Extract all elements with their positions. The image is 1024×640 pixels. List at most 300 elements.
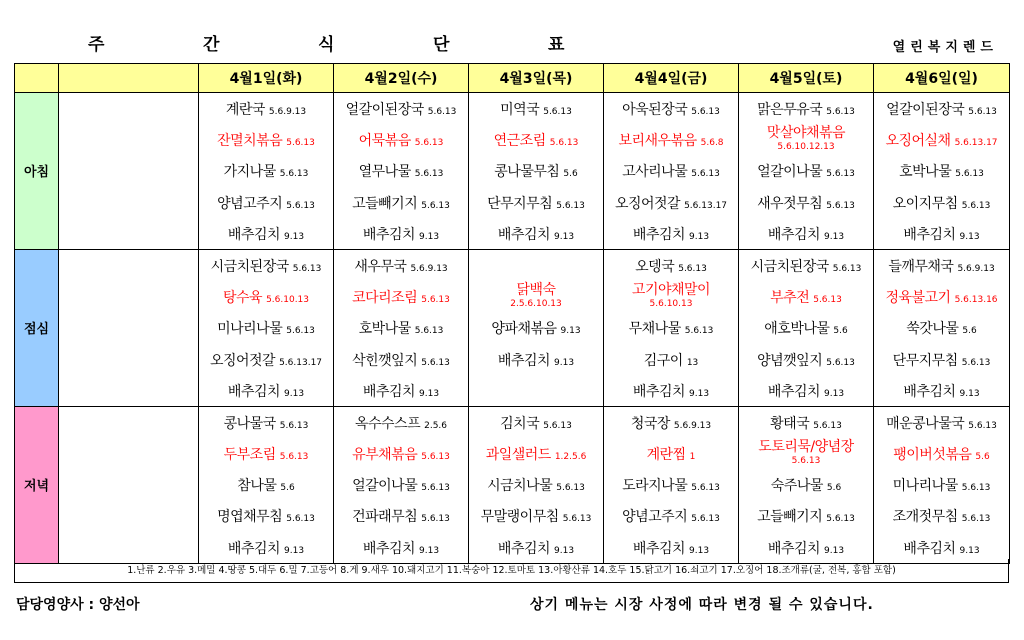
dish-name: 배추김치 (767, 540, 821, 557)
day-menu-cell (739, 249, 874, 406)
allergen-codes: 5.6.13 (968, 420, 997, 431)
menu-item (199, 124, 333, 155)
menu-item (874, 500, 1009, 531)
allergen-codes: 5.6.13 (543, 420, 572, 431)
menu-item (334, 250, 468, 281)
day-menu-cell (874, 406, 1010, 563)
dish-name: 양념깻잎지 (757, 352, 823, 369)
day-menu-cell (604, 93, 739, 250)
menu-item (604, 281, 738, 312)
allergen-codes: 5.6 (563, 169, 578, 180)
menu-item (334, 281, 468, 312)
dish-name: 애호박나물 (764, 321, 830, 338)
meal-label: 점심 (15, 249, 59, 406)
dish-name: 유부채볶음 (352, 447, 418, 464)
dietitian-label: 담당영양사 : 양선아 (16, 597, 140, 613)
day-menu-cell (469, 93, 604, 250)
menu-item (469, 218, 603, 249)
day-menu-cell (469, 249, 604, 406)
dish-name: 어묵볶음 (358, 133, 411, 150)
allergen-codes: 2.5.6 (424, 420, 448, 431)
allergen-codes: 5.6.13 (286, 200, 315, 211)
allergen-codes: 5.6.13 (562, 514, 592, 525)
dish-name: 숙주나물 (770, 478, 823, 495)
menu-item (604, 250, 738, 281)
dish-name: 황태국 (770, 415, 810, 432)
dish-name: 계란찜 (646, 447, 686, 464)
menu-item (739, 93, 873, 124)
day-header: 4월1일(화) (199, 64, 334, 93)
menu-item (739, 375, 873, 406)
allergen-codes: 5.6.13 (421, 200, 450, 211)
menu-item (739, 344, 873, 375)
menu-item (604, 155, 738, 186)
allergen-codes: 5.6 (975, 452, 990, 463)
allergen-codes: 2.5.6.10.13 (510, 299, 562, 310)
allergen-codes: 5.6.13 (414, 138, 444, 149)
dish-name: 양념고주지 (217, 195, 283, 212)
menu-item (739, 469, 873, 500)
weekly-menu-table (14, 63, 1010, 564)
allergen-codes: 5.6.13 (286, 514, 315, 525)
menu-item (739, 438, 873, 469)
allergen-codes: 9.13 (284, 231, 305, 242)
allergen-codes: 5.6.13 (427, 107, 457, 117)
day-menu-cell (199, 249, 334, 406)
allergen-codes: 5.6.13 (286, 326, 315, 337)
dish-name: 오징어젓갈 (614, 195, 681, 212)
dish-name: 고들빼기지 (757, 509, 823, 526)
dish-name: 배추김치 (903, 226, 956, 243)
dish-name: 배추김치 (497, 352, 551, 369)
allergen-codes: 5.6.9.13 (957, 263, 995, 274)
allergen-codes: 5.6.13 (421, 357, 450, 368)
allergen-codes: 5.6.13 (678, 263, 707, 274)
dish-name: 배추김치 (632, 383, 686, 400)
allergen-codes: 5.6 (280, 483, 295, 494)
allergen-codes: 5.6.13 (421, 483, 450, 494)
menu-item (469, 344, 603, 375)
allergen-codes: 5.6.13 (549, 138, 579, 149)
allergen-codes: 5.6.13 (826, 200, 855, 211)
allergen-codes: 9.13 (554, 545, 575, 556)
allergen-codes: 5.6.13 (826, 357, 855, 368)
allergen-codes: 5.6.13 (279, 169, 309, 180)
allergen-codes: 5.6.13 (691, 169, 720, 180)
allergen-codes: 5.6.13 (961, 483, 991, 494)
allergen-codes: 5.6.13 (826, 169, 855, 180)
dish-name: 김치국 (500, 415, 540, 432)
dish-name: 배추김치 (362, 226, 416, 243)
dish-name: 도라지나물 (622, 478, 688, 495)
allergen-codes: 5.6.13 (691, 483, 720, 494)
page-title (0, 30, 1024, 60)
allergen-codes: 5.6.13 (691, 514, 720, 525)
blank-cell (59, 249, 199, 406)
dish-name: 김구이 (643, 352, 683, 369)
menu-item (469, 500, 603, 531)
dish-name: 고들빼기지 (352, 195, 418, 212)
dish-name: 탕수육 (222, 290, 263, 307)
menu-item (739, 187, 873, 218)
allergen-codes: 9.13 (824, 545, 845, 556)
dish-name: 호박나물 (358, 321, 411, 338)
menu-item (604, 344, 738, 375)
allergen-codes: 5.6.10.13 (266, 295, 310, 306)
menu-item (604, 312, 738, 343)
dish-name: 배추김치 (903, 383, 956, 400)
day-menu-cell (739, 406, 874, 563)
menu-item (739, 124, 873, 155)
menu-item (199, 500, 333, 531)
dish-name: 맑은무유국 (757, 102, 823, 118)
allergen-codes: 5.6.13 (421, 452, 450, 463)
dish-name: 삭힌깻잎지 (352, 352, 418, 369)
dish-name: 오이지무침 (892, 195, 958, 212)
allergen-codes: 5.6.13 (813, 420, 842, 431)
dish-name: 미역국 (500, 102, 540, 118)
menu-item (739, 155, 873, 186)
organization-name: 열린복지렌드 (892, 40, 998, 55)
menu-item (334, 407, 468, 438)
menu-item (334, 375, 468, 406)
menu-item (469, 155, 603, 186)
allergen-codes: 5.6.10.12.13 (777, 142, 835, 153)
allergen-codes: 5.6.13 (543, 107, 572, 117)
dish-name: 과일샐러드 (485, 447, 551, 464)
dish-name: 배추김치 (362, 383, 416, 400)
allergen-codes: 5.6.10.13 (649, 299, 693, 310)
dish-name: 시금치된장국 (750, 258, 829, 275)
dish-name: 배추김치 (632, 540, 686, 557)
menu-item (604, 124, 738, 155)
menu-item (334, 312, 468, 343)
allergen-codes: 5.6.13 (286, 138, 315, 149)
menu-item (874, 469, 1009, 500)
menu-item (604, 500, 738, 531)
allergen-codes: 5.6.13 (791, 456, 821, 467)
allergen-codes: 5.6.8 (700, 138, 724, 149)
dish-name: 미나리나물 (892, 478, 958, 495)
menu-item (604, 407, 738, 438)
day-menu-cell (874, 249, 1010, 406)
allergen-codes: 9.13 (419, 545, 440, 556)
dish-name: 콩나물무침 (494, 164, 560, 181)
menu-item (469, 438, 603, 469)
menu-item (469, 312, 603, 343)
allergen-codes: 5.6.13 (279, 420, 309, 431)
dish-name: 옥수수스프 (354, 415, 421, 432)
menu-item (469, 250, 603, 281)
day-menu-cell (604, 249, 739, 406)
menu-item (469, 93, 603, 124)
allergen-codes: 9.13 (560, 326, 581, 337)
allergen-codes: 5.6.13.16 (954, 295, 998, 306)
dish-name: 얼갈이된장국 (345, 102, 424, 118)
allergen-codes: 5.6.13.17 (954, 138, 998, 149)
dish-name: 단무지무침 (487, 195, 553, 212)
meal-label: 저녁 (15, 406, 59, 563)
dish-name: 열무나물 (358, 164, 411, 181)
allergen-codes: 5.6.13 (961, 200, 991, 211)
dish-name: 아욱된장국 (622, 102, 688, 118)
menu-item (199, 281, 333, 312)
menu-item (469, 469, 603, 500)
dish-name: 들깨무채국 (888, 258, 954, 275)
allergen-codes: 5.6.13 (292, 263, 322, 274)
dish-name: 계란국 (225, 102, 265, 118)
dish-name: 배추김치 (767, 226, 821, 243)
menu-item (739, 407, 873, 438)
allergen-codes: 5.6 (962, 326, 977, 337)
dish-name: 배추김치 (497, 226, 551, 243)
day-menu-cell (469, 406, 604, 563)
allergen-codes: 5.6.13 (279, 452, 309, 463)
dish-name: 부추전 (770, 290, 810, 307)
menu-item (199, 438, 333, 469)
dish-name: 연근조림 (493, 133, 546, 150)
allergen-codes: 5.6.13 (826, 514, 855, 525)
dish-name: 고사리나물 (622, 164, 688, 181)
allergen-codes: 5.6.9.13 (673, 420, 712, 431)
allergen-codes: 9.13 (284, 545, 305, 556)
allergen-codes: 5.6.13 (813, 295, 842, 306)
day-menu-cell (199, 93, 334, 250)
day-menu-cell (334, 406, 469, 563)
day-header: 4월2일(수) (334, 64, 469, 93)
allergen-codes: 5.6.13 (556, 483, 585, 494)
dish-name: 얼갈이나물 (757, 164, 823, 181)
dish-name: 오징어젓갈 (209, 352, 276, 369)
allergen-codes: 9.13 (284, 388, 305, 399)
menu-item (739, 500, 873, 531)
dish-name: 팽이버섯볶음 (893, 447, 972, 464)
dish-name: 매운콩나물국 (886, 415, 965, 432)
allergen-codes: 9.13 (959, 231, 980, 242)
menu-item (604, 438, 738, 469)
dish-name: 정육불고기 (885, 290, 951, 307)
dish-name: 배추김치 (227, 226, 281, 243)
allergen-codes: 5.6.13 (691, 107, 720, 117)
dish-name: 배추김치 (767, 383, 821, 400)
allergen-codes: 5.6.13 (955, 169, 984, 180)
allergen-codes: 9.13 (689, 545, 710, 556)
allergen-codes: 9.13 (689, 231, 710, 242)
menu-item (334, 187, 468, 218)
day-menu-cell (199, 406, 334, 563)
allergen-codes: 5.6.13 (961, 357, 991, 368)
allergen-codes: 5.6.9.13 (268, 107, 307, 117)
menu-item (334, 438, 468, 469)
menu-item (874, 344, 1009, 375)
dish-name: 배추김치 (362, 540, 416, 557)
allergen-codes: 5.6.13 (414, 326, 444, 337)
menu-item (334, 218, 468, 249)
menu-item (469, 124, 603, 155)
allergen-codes: 5.6 (833, 326, 848, 337)
dish-name: 양념고주지 (622, 509, 688, 526)
menu-item (604, 187, 738, 218)
allergen-codes: 9.13 (554, 231, 575, 242)
title-char: 주 (88, 35, 105, 55)
menu-item (874, 281, 1009, 312)
dish-name: 건파래무침 (352, 509, 418, 526)
dish-name: 무말랭이무침 (480, 509, 559, 526)
menu-item (469, 407, 603, 438)
allergy-legend: 1.난류 2.우유 3.메밀 4.땅콩 5.대두 6.밀 7.고등어 8.게 9.새우 10.돼지고기 11.복숭아 12.토마토 13.아황산류 14.호두 15.닭고기 16.쇠고기 17.오징어 18.조개류(굴, 전복, 홍합 포함) (14, 559, 1009, 583)
menu-item (874, 155, 1009, 186)
dish-name: 오징어실채 (885, 133, 951, 150)
menu-item (874, 407, 1009, 438)
dish-name: 쑥갓나물 (906, 321, 959, 338)
allergen-codes: 5.6.9.13 (410, 263, 448, 274)
menu-item (199, 375, 333, 406)
meal-label: 아침 (15, 93, 59, 250)
dish-name: 호박나물 (899, 164, 952, 181)
dish-name: 가지나물 (223, 164, 276, 181)
day-menu-cell (334, 249, 469, 406)
allergen-codes: 13 (686, 357, 699, 368)
allergen-codes: 5.6.13 (556, 200, 585, 211)
menu-item (199, 155, 333, 186)
allergen-codes: 1 (689, 452, 696, 463)
title-char: 표 (548, 35, 565, 55)
dish-name: 시금치된장국 (210, 258, 289, 275)
dish-name: 배추김치 (497, 540, 551, 557)
menu-item (334, 344, 468, 375)
allergen-codes: 9.13 (959, 388, 980, 399)
menu-item (334, 500, 468, 531)
dish-name: 무채나물 (628, 321, 681, 338)
dish-name: 오뎅국 (635, 258, 675, 275)
dish-name: 콩나물국 (223, 415, 276, 432)
header-row (15, 64, 1010, 93)
day-header: 4월3일(목) (469, 64, 604, 93)
menu-item (199, 469, 333, 500)
dish-name: 얼갈이된장국 (886, 102, 965, 118)
menu-item (334, 155, 468, 186)
dish-name: 배추김치 (632, 226, 686, 243)
menu-item (874, 250, 1009, 281)
allergen-codes: 5.6.13.17 (279, 357, 323, 368)
dish-name: 잔멸치볶음 (217, 133, 283, 150)
meal-row (15, 406, 1010, 563)
allergen-codes: 9.13 (824, 231, 845, 242)
dish-name: 닭백숙 (516, 282, 556, 299)
allergen-codes: 9.13 (959, 545, 980, 556)
menu-item (334, 124, 468, 155)
dish-name: 고기야채말이 (631, 282, 711, 299)
menu-item (874, 375, 1009, 406)
dish-name: 시금치나물 (487, 478, 553, 495)
title-char: 식 (318, 35, 335, 55)
allergen-codes: 9.13 (689, 388, 710, 399)
dish-name: 새우젓무침 (757, 195, 823, 212)
menu-item (334, 469, 468, 500)
menu-item (199, 93, 333, 124)
header-blank (15, 64, 59, 93)
dish-name: 도토리묵/양념장 (758, 439, 854, 456)
dish-name: 배추김치 (903, 540, 956, 557)
menu-item (739, 218, 873, 249)
menu-item (874, 218, 1009, 249)
allergen-codes: 5.6.13.17 (684, 200, 728, 211)
allergen-codes: 5.6.13 (421, 514, 450, 525)
menu-item (334, 93, 468, 124)
menu-item (604, 469, 738, 500)
change-notice: 상기 메뉴는 시장 사정에 따라 변경 될 수 있습니다. (530, 597, 874, 613)
menu-item (874, 124, 1009, 155)
allergen-codes: 5.6.13 (684, 326, 714, 337)
dish-name: 명엽채무침 (217, 509, 283, 526)
menu-item (739, 312, 873, 343)
menu-item (469, 375, 603, 406)
menu-item (739, 250, 873, 281)
title-char: 단 (433, 35, 450, 55)
allergen-codes: 9.13 (419, 388, 440, 399)
dish-name: 배추김치 (227, 383, 281, 400)
menu-item (874, 93, 1009, 124)
allergen-codes: 1.2.5.6 (554, 452, 587, 463)
allergen-codes: 9.13 (419, 231, 440, 242)
dish-name: 양파채볶음 (491, 321, 557, 338)
header-blank (59, 64, 199, 93)
day-menu-cell (604, 406, 739, 563)
menu-item (469, 281, 603, 312)
menu-item (199, 407, 333, 438)
dish-name: 배추김치 (227, 540, 281, 557)
dish-name: 미나리나물 (217, 321, 283, 338)
meal-row (15, 93, 1010, 250)
dish-name: 청국장 (630, 415, 670, 432)
allergen-codes: 9.13 (824, 388, 845, 399)
day-header: 4월6일(일) (874, 64, 1010, 93)
day-menu-cell (874, 93, 1010, 250)
menu-item (604, 375, 738, 406)
blank-cell (59, 406, 199, 563)
allergen-codes: 5.6.13 (414, 169, 444, 180)
menu-item (469, 187, 603, 218)
dish-name: 맛살야채볶음 (766, 125, 846, 142)
menu-item (199, 218, 333, 249)
dish-name: 얼갈이나물 (352, 478, 418, 495)
meal-row (15, 249, 1010, 406)
menu-item (199, 344, 333, 375)
allergen-codes: 5.6.13 (421, 295, 450, 306)
allergen-codes: 5.6 (826, 483, 842, 494)
day-header: 4월5일(토) (739, 64, 874, 93)
allergen-codes: 5.6.13 (832, 263, 862, 274)
menu-item (604, 93, 738, 124)
dish-name: 보리새우볶음 (618, 133, 697, 150)
menu-item (604, 218, 738, 249)
menu-item (739, 281, 873, 312)
dish-name: 참나물 (237, 478, 277, 495)
title-char: 간 (203, 35, 220, 55)
day-menu-cell (334, 93, 469, 250)
menu-item (874, 187, 1009, 218)
allergen-codes: 9.13 (554, 357, 575, 368)
menu-item (874, 312, 1009, 343)
allergen-codes: 5.6.13 (961, 514, 991, 525)
menu-item (874, 438, 1009, 469)
menu-item (199, 312, 333, 343)
dish-name: 새우무국 (354, 258, 407, 275)
allergen-codes: 5.6.13 (826, 107, 855, 117)
dish-name: 조개젓무침 (892, 509, 958, 526)
menu-item (199, 250, 333, 281)
allergen-codes: 5.6.13 (968, 107, 997, 117)
